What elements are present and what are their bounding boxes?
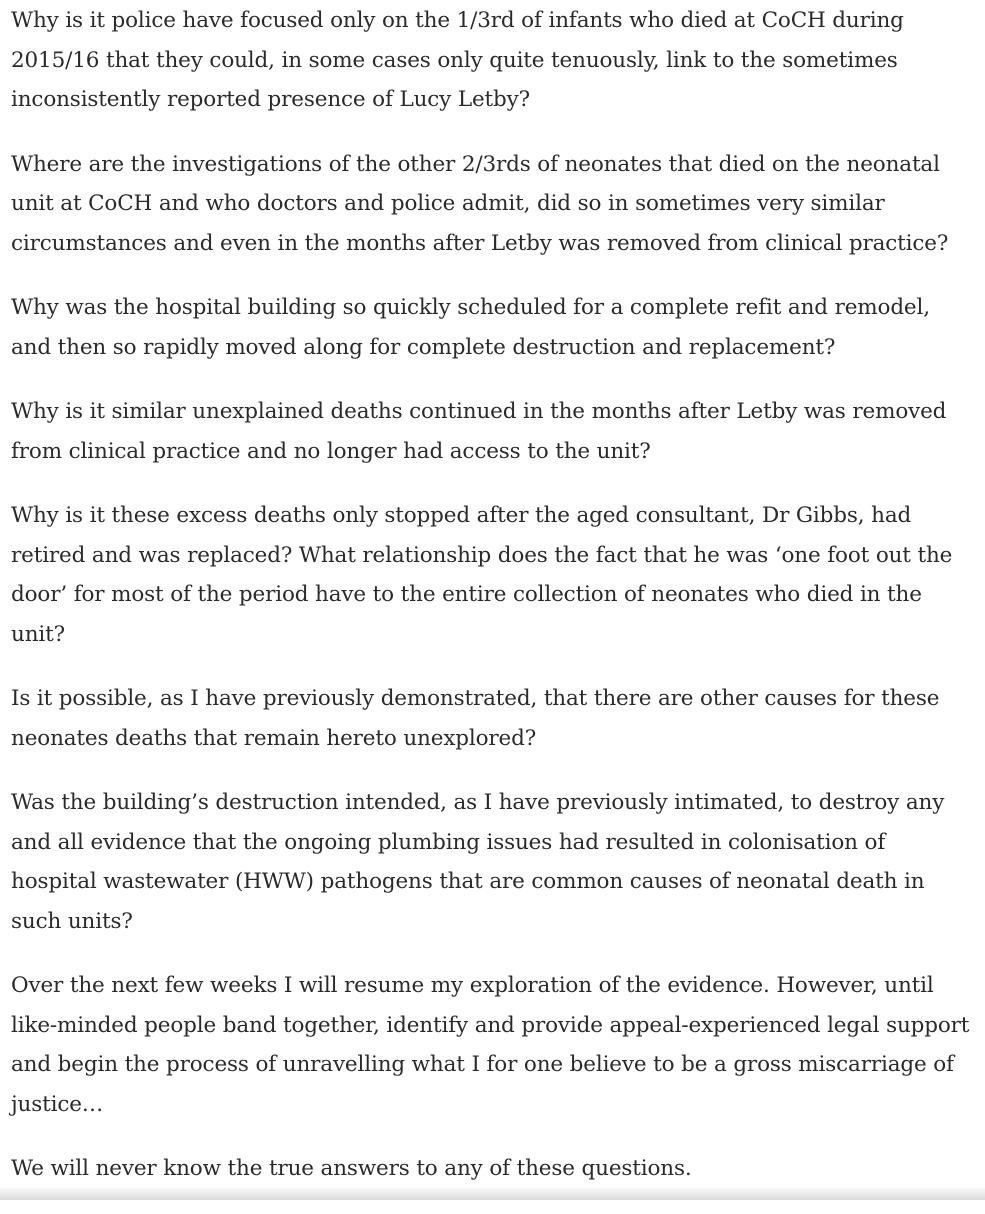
paragraph-continued-deaths: Why is it similar unexplained deaths continued in the months after Letby was removed from clinical practice and no longer had access to the unit?: [11, 399, 947, 464]
paragraph-other-causes: Is it possible, as I have previously demonstrated, that there are other causes for these neonates deaths that remain hereto unexplored?: [11, 686, 940, 751]
paragraph-next-weeks: Over the next few weeks I will resume my exploration of the evidence. However, until like-minded people band together, identify and provide appeal-experienced legal support and begin the process of unravelling what I for one believe to be a gross miscarriage of justice…: [11, 973, 970, 1117]
article-body: [11, 1, 976, 1214]
bottom-fade-divider: [0, 1186, 985, 1200]
paragraph-other-neonates: Where are the investigations of the other 2/3rds of neonates that died on the neonatal unit at CoCH and who doctors and police admit, did so in sometimes very similar circumstances and even in the months after Letby was removed from clinical practice?: [11, 151, 949, 256]
paragraph-building-refit: Why was the hospital building so quickly scheduled for a complete refit and remodel, and then so rapidly moved along for complete destruction and replacement?: [11, 295, 930, 360]
paragraph-conclusion: We will never know the true answers to any of these questions.: [11, 1156, 692, 1181]
paragraph-building-destruction: Was the building’s destruction intended, as I have previously intimated, to destroy any and all evidence that the ongoing plumbing issues had resulted in colonisation of hospital wastewater (HWW) pathogens that are common causes of neonatal death in such units?: [11, 790, 945, 934]
paragraph-consultant: Why is it these excess deaths only stopped after the aged consultant, Dr Gibbs, had retired and was replaced? What relationship does the fact that he was ‘one foot out the door’ for most of the period have to the entire collection of neonates who died in the unit?: [11, 503, 953, 647]
paragraph-police-focus: Why is it police have focused only on the 1/3rd of infants who died at CoCH during 2015/16 that they could, in some cases only quite tenuously, link to the sometimes inconsistently reported presence of Lucy Letby?: [11, 8, 904, 112]
